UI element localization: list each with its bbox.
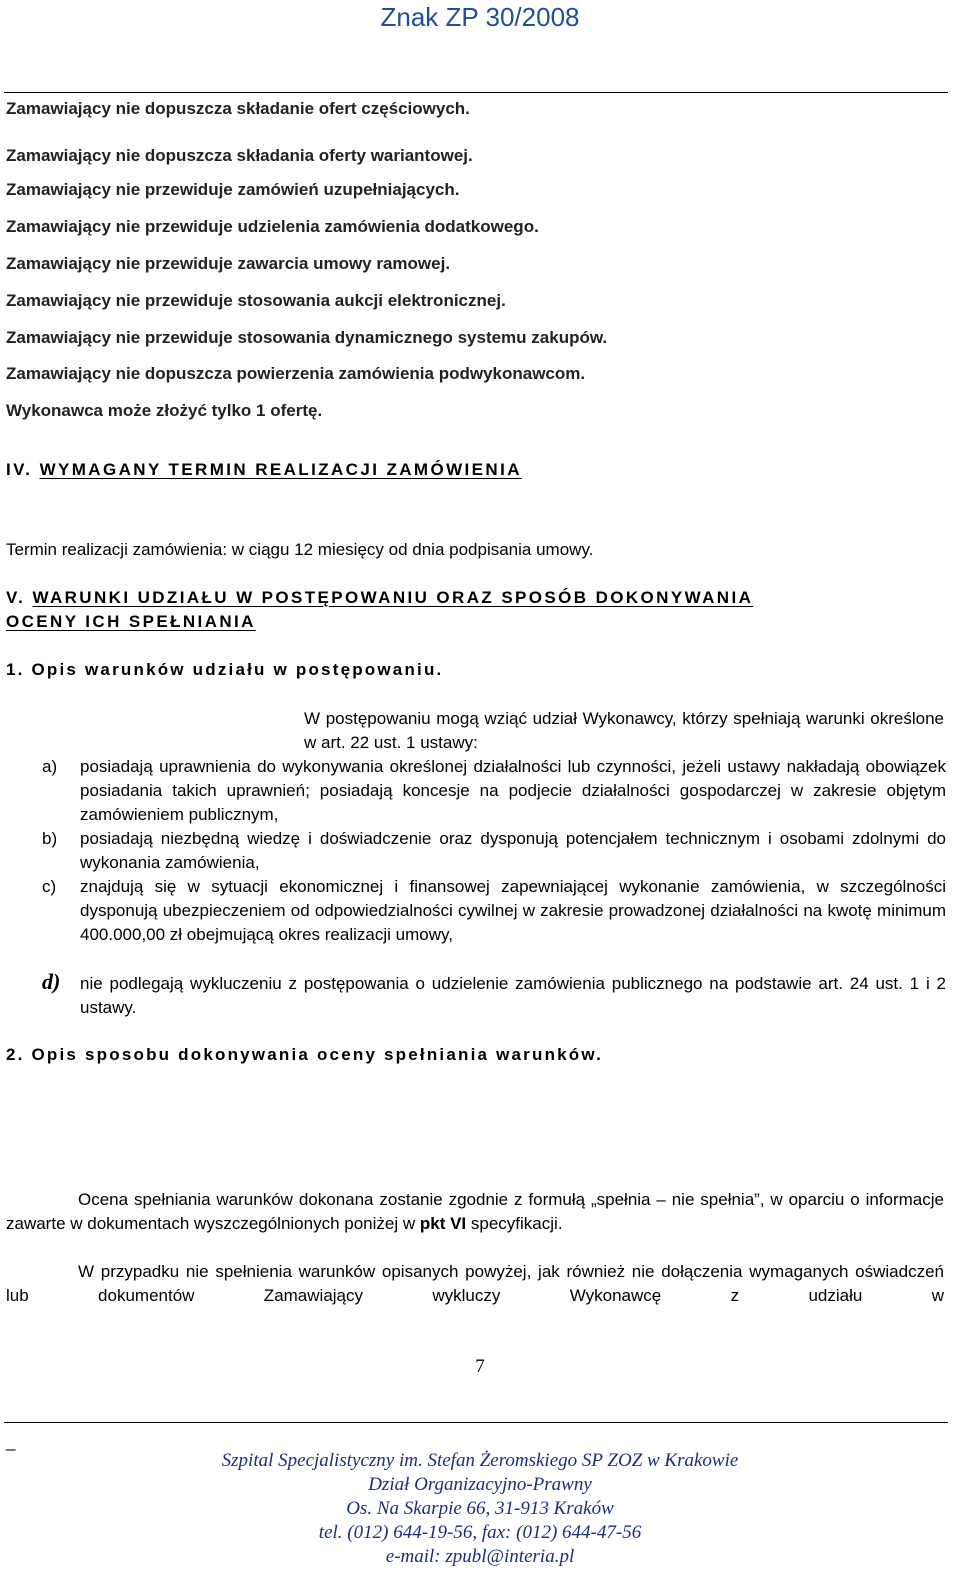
footer-department: Dział Organizacyjno-Prawny (368, 1474, 592, 1495)
statement-additional-order: Zamawiający nie przewiduje udzielenia zamówienia dodatkowego. (6, 217, 539, 236)
conditions-intro: W postępowaniu mogą wziąć udział Wykonawcy, którzy spełniają warunki określone w art. 22 ust. 1 ustawy: (304, 709, 944, 752)
section-iv-number: IV. (6, 460, 33, 479)
footer-phone-fax: tel. (012) 644-19-56, fax: (012) 644-47-56 (318, 1522, 642, 1543)
section-iv-heading (6, 460, 522, 480)
condition-b (6, 827, 946, 875)
condition-d-text: nie podlegają wykluczeniu z postępowania o udzielenie zamówienia publicznego na podstawie art. 24 ust. 1 i 2 ustawy. (80, 974, 946, 1017)
footer-dash: _ (6, 1432, 16, 1451)
exclusion-paragraph: W przypadku nie spełnienia warunków opisanych powyżej, jak również nie dołączenia wymaganych oświadczeń lub dokumentów Zamawiający wykluczy Wykonawcę z udziału w (6, 1262, 944, 1305)
section-v-title-line2: OCENY ICH SPEŁNIANIA (6, 612, 256, 631)
assessment-reference: pkt VI (419, 1214, 467, 1233)
statement-subcontractors: Zamawiający nie dopuszcza powierzenia zamówienia podwykonawcom. (6, 364, 586, 383)
completion-term-text: Termin realizacji zamówienia: w ciągu 12 miesięcy od dnia podpisania umowy. (6, 540, 594, 559)
statement-supplementary-orders: Zamawiający nie przewiduje zamówień uzupełniających. (6, 180, 460, 199)
condition-a (6, 755, 946, 827)
assessment-paragraph (6, 1188, 944, 1236)
section-iv-title: WYMAGANY TERMIN REALIZACJI ZAMÓWIENIA (39, 460, 522, 479)
section-v-heading-cont (6, 612, 256, 632)
condition-c-text: znajdują się w sytuacji ekonomicznej i finansowej zapewniającej wykonanie zamówienia, w szczególności dysponują ubezpieczeniem od odpowiedzialności cywilnej w zakresie prowadzonej działalności na kwotę minimum 400.000,00 zł obejmującą okres realizacji umowy, (80, 877, 946, 944)
statement-single-offer: Wykonawca może złożyć tylko 1 ofertę. (6, 401, 323, 420)
footer-hospital-name: Szpital Specjalistyczny im. Stefan Żeromskiego SP ZOZ w Krakowie (221, 1450, 739, 1471)
statement-partial-offers: Zamawiający nie dopuszcza składanie ofert częściowych. (6, 99, 470, 118)
condition-d-marker: d) (42, 969, 61, 994)
footer-address: Os. Na Skarpie 66, 31-913 Kraków (346, 1498, 614, 1519)
document-reference: Znak ZP 30/2008 (380, 2, 580, 32)
condition-c-marker: c) (42, 877, 57, 896)
assessment-text-end: specyfikacji. (466, 1214, 563, 1233)
statement-variant-offers: Zamawiający nie dopuszcza składania oferty wariantowej. (6, 146, 473, 165)
condition-a-marker: a) (42, 757, 58, 776)
footer-rule (4, 1422, 948, 1423)
assessment-text: Ocena spełniania warunków dokonana zostanie zgodnie z formułą „spełnia – nie spełnia”, w oparciu o informacje zawarte w dokumentach wyszczególnionych poniżej w (6, 1190, 944, 1233)
subsection-1-heading: 1. Opis warunków udziału w postępowaniu. (6, 660, 444, 679)
footer-email: e-mail: zpubl@interia.pl (385, 1546, 575, 1567)
header-rule (4, 92, 948, 93)
statement-electronic-auction: Zamawiający nie przewiduje stosowania aukcji elektronicznej. (6, 291, 506, 310)
condition-b-marker: b) (42, 829, 58, 848)
condition-a-text: posiadają uprawnienia do wykonywania określonej działalności lub czynności, jeżeli ustawy nakładają obowiązek posiadania takich uprawnień; posiadają koncesje na podjecie działalności gospodarczej w zakresie objętym zamówieniem publicznym, (80, 757, 946, 824)
subsection-2-heading: 2. Opis sposobu dokonywania oceny spełniania warunków. (6, 1045, 604, 1064)
section-v-number: V. (6, 588, 26, 607)
condition-c (6, 875, 946, 947)
condition-b-text: posiadają niezbędną wiedzę i doświadczenie oraz dysponują potencjałem technicznym i osobami zdolnymi do wykonania zamówienia, (80, 829, 946, 872)
section-v-title-line1: WARUNKI UDZIAŁU W POSTĘPOWANIU ORAZ SPOSÓB DOKONYWANIA (32, 588, 754, 607)
condition-d (6, 969, 946, 1020)
statement-framework-agreement: Zamawiający nie przewiduje zawarcia umowy ramowej. (6, 254, 451, 273)
section-v-heading (6, 588, 753, 608)
statement-dynamic-purchasing: Zamawiający nie przewiduje stosowania dynamicznego systemu zakupów. (6, 328, 608, 347)
page-number: 7 (475, 1356, 485, 1377)
